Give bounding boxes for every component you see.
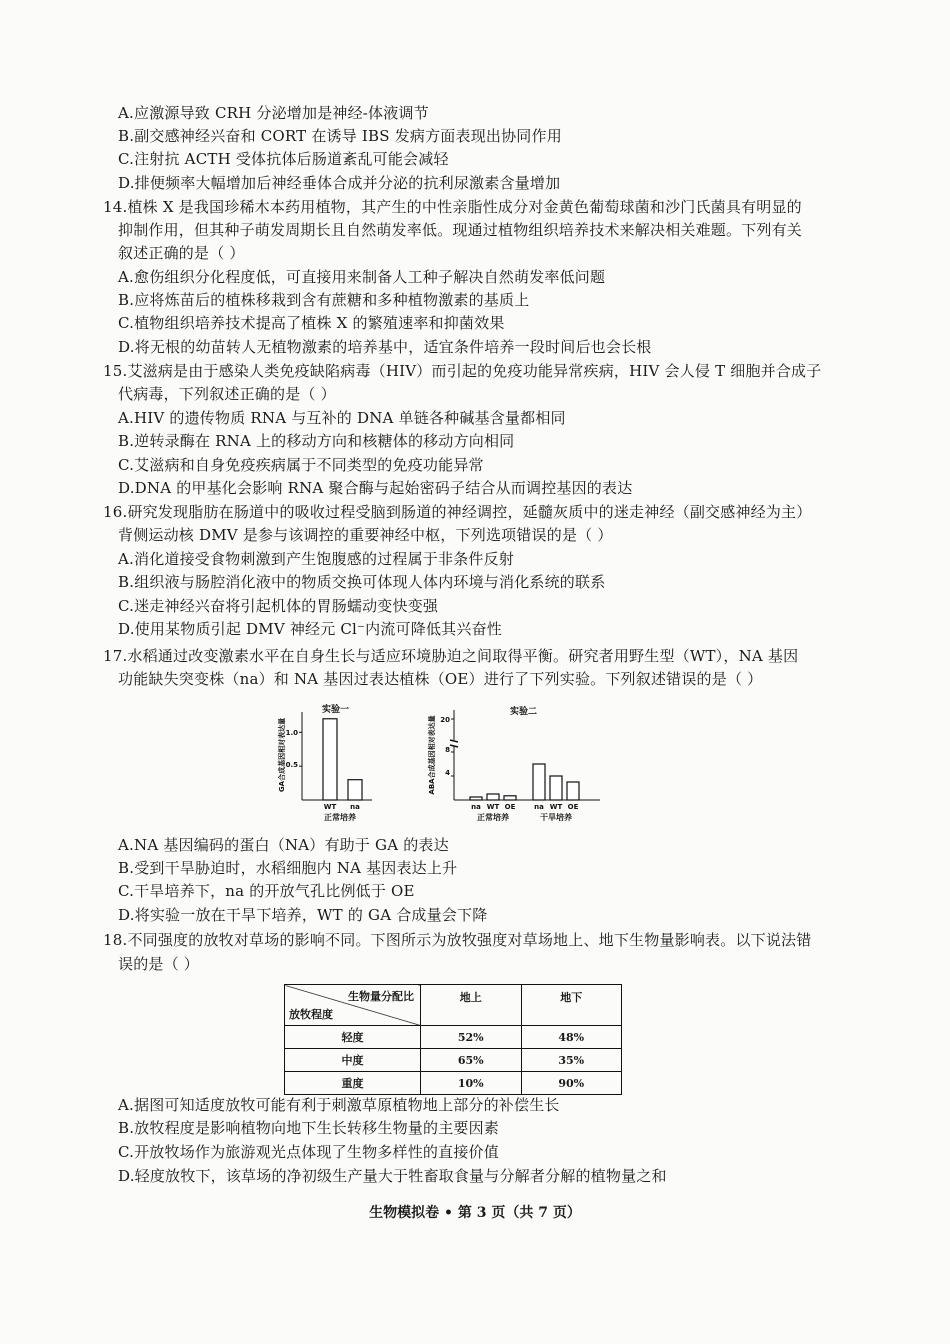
chart2-tick-8: 8: [445, 746, 450, 754]
table-diagonal-header: [285, 985, 421, 1026]
header-below: 地下: [521, 985, 622, 1026]
row-below: 90%: [521, 1072, 622, 1095]
q15-stem-1: 15.艾滋病是由于感染人类免疫缺陷病毒（HIV）而引起的免疫功能异常疾病，HIV 会人侵 T 细胞并合成子: [103, 362, 822, 380]
q16-stem-2: 背侧运动核 DMV 是参与该调控的重要神经中枢，下列选项错误的是（ ）: [118, 526, 613, 544]
q15-stem-2: 代病毒，下列叙述正确的是（ ）: [118, 385, 336, 403]
q15-option-b: B.逆转录酶在 RNA 上的移动方向和核糖体的移动方向相同: [118, 432, 515, 450]
q15-option-c: C.艾滋病和自身免疫疾病属于不同类型的免疫功能异常: [118, 456, 484, 474]
q14-stem-3: 叙述正确的是（ ）: [118, 244, 245, 262]
chart1-bars: [323, 719, 362, 800]
q14-option-b: B.应将炼苗后的植株移栽到含有蔗糖和多种植物激素的基质上: [118, 291, 530, 309]
chart2-cat-1: na: [471, 803, 481, 811]
row-above: 10%: [421, 1072, 522, 1095]
q14-stem-2: 抑制作用，但其种子萌发周期长且自然萌发率低。现通过植物组织培养技术来解决相关难题。下列有关: [118, 221, 803, 239]
row-above: 52%: [421, 1026, 522, 1049]
header-biomass-ratio: 生物量分配比: [348, 990, 414, 1003]
q18-stem-2: 误的是（ ）: [118, 955, 199, 973]
q17-option-b: B.受到干旱胁迫时，水稻细胞内 NA 基因表达上升: [118, 859, 458, 877]
row-label: 中度: [285, 1049, 421, 1072]
table-header-row: [285, 985, 622, 1026]
q16-stem-1: 16.研究发现脂肪在肠道中的吸收过程受脑到肠道的神经调控，延髓灰质中的迷走神经（副交感神经为主）: [103, 503, 812, 521]
q14-option-d: D.将无根的幼苗转人无植物激素的培养基中，适宜条件培养一段时间后也会长根: [118, 338, 652, 356]
page-footer: 生物模拟卷 • 第 3 页（共 7 页）: [369, 1205, 581, 1221]
q18-option-a: A.据图可知适度放牧可能有利于刺激草原植物地上部分的补偿生长: [118, 1096, 560, 1114]
chart2-tick-20: 20: [440, 716, 450, 724]
row-above: 65%: [421, 1049, 522, 1072]
chart2-group-1: 正常培养: [477, 813, 509, 822]
chart2-cat-6: OE: [567, 803, 579, 811]
chart1-tick-2: 0.5: [285, 761, 298, 769]
chart2-bar-2: [487, 794, 499, 800]
chart1-title: 实验一: [322, 705, 350, 715]
q18-stem-1: 18.不同强度的放牧对草场的影响不同。下图所示为放牧强度对草场地上、地下生物量影响表。以下说法错: [103, 931, 812, 949]
q18-option-c: C.开放牧场作为旅游观光点体现了生物多样性的直接价值: [118, 1143, 499, 1161]
row-below: 35%: [521, 1049, 622, 1072]
row-label: 重度: [285, 1072, 421, 1095]
q13-option-c: C.注射抗 ACTH 受体抗体后肠道紊乱可能会减轻: [118, 150, 449, 168]
row-label: 轻度: [285, 1026, 421, 1049]
chart2-bar-6: [567, 782, 579, 800]
chart1-cat-na: na: [350, 803, 360, 811]
chart2-cat-5: WT: [549, 803, 563, 811]
chart2-title: 实验二: [510, 707, 538, 717]
chart1-bar-wt: [323, 719, 337, 800]
header-grazing-level: 放牧程度: [289, 1008, 333, 1021]
chart2-bar-5: [550, 776, 562, 800]
q13-option-b: B.副交感神经兴奋和 CORT 在诱导 IBS 发病方面表现出协同作用: [118, 127, 562, 145]
q15-option-a: A.HIV 的遗传物质 RNA 与互补的 DNA 单链各种碱基含量都相同: [118, 409, 566, 427]
chart2-bars: [470, 764, 579, 800]
q17-option-d: D.将实验一放在干旱下培养，WT 的 GA 合成量会下降: [118, 906, 488, 924]
row-below: 48%: [521, 1026, 622, 1049]
chart2-cat-4: na: [534, 803, 544, 811]
chart2-bar-1: [470, 797, 482, 800]
table-row: [285, 1026, 622, 1049]
q17-option-a: A.NA 基因编码的蛋白（NA）有助于 GA 的表达: [118, 836, 449, 854]
chart1-cat-wt: WT: [323, 803, 337, 811]
experiment-1-chart: [270, 700, 380, 830]
q15-option-d: D.DNA 的甲基化会影响 RNA 聚合酶与起始密码子结合从而调控基因的表达: [118, 479, 633, 497]
table-row: [285, 1049, 622, 1072]
q14-stem-1: 14.植株 X 是我国珍稀木本药用植物，其产生的中性亲脂性成分对金黄色葡萄球菌和沙门氏菌具有明显的: [103, 198, 802, 216]
q17-option-c: C.干旱培养下，na 的开放气孔比例低于 OE: [118, 882, 415, 900]
chart2-ylabel: ABA合成基因相对表达量: [428, 715, 436, 795]
chart1-tick-1: 1.0: [285, 729, 298, 737]
q16-option-b: B.组织液与肠腔消化液中的物质交换可体现人体内环境与消化系统的联系: [118, 573, 606, 591]
chart2-bar-4: [533, 764, 545, 800]
chart2-axis-break-1: [450, 740, 458, 742]
chart2-cat-3: OE: [504, 803, 516, 811]
q13-option-a: A.应激源导致 CRH 分泌增加是神经-体液调节: [118, 104, 429, 122]
chart1-bar-na: [348, 780, 362, 800]
experiment-2-chart: [420, 700, 620, 830]
q17-stem-1: 17.水稻通过改变激素水平在自身生长与适应环境胁迫之间取得平衡。研究者用野生型（WT），NA 基因: [103, 647, 799, 665]
q16-option-a: A.消化道接受食物刺激到产生饱腹感的过程属于非条件反射: [118, 550, 515, 568]
chart2-axis-break-2: [450, 745, 458, 747]
table-row: [285, 1072, 622, 1095]
q17-stem-2: 功能缺失突变株（na）和 NA 基因过表达植株（OE）进行了下列实验。下列叙述错误的是（ ）: [118, 670, 763, 688]
chart1-ylabel: GA合成基因相对表达量: [278, 717, 286, 793]
chart2-tick-4: 4: [445, 769, 450, 777]
q16-option-d: D.使用某物质引起 DMV 神经元 Cl⁻内流可降低其兴奋性: [118, 620, 502, 638]
q13-option-d: D.排便频率大幅增加后神经垂体合成并分泌的抗利尿激素含量增加: [118, 174, 561, 192]
chart2-group-2: 干旱培养: [540, 813, 572, 822]
q18-option-d: D.轻度放牧下，该草场的净初级生产量大于牲畜取食量与分解者分解的植物量之和: [118, 1167, 667, 1185]
chart2-bar-3: [504, 796, 516, 800]
q18-option-b: B.放牧程度是影响植物向地下生长转移生物量的主要因素: [118, 1119, 499, 1137]
header-above: 地上: [421, 985, 522, 1026]
chart2-cat-2: WT: [486, 803, 500, 811]
q14-option-a: A.愈伤组织分化程度低，可直接用来制备人工种子解决自然萌发率低问题: [118, 268, 606, 286]
chart1-xlabel: 正常培养: [324, 813, 356, 822]
grazing-table: [284, 984, 622, 1095]
q14-option-c: C.植物组织培养技术提高了植株 X 的繁殖速率和抑菌效果: [118, 314, 505, 332]
q16-option-c: C.迷走神经兴奋将引起机体的胃肠蠕动变快变强: [118, 597, 439, 615]
